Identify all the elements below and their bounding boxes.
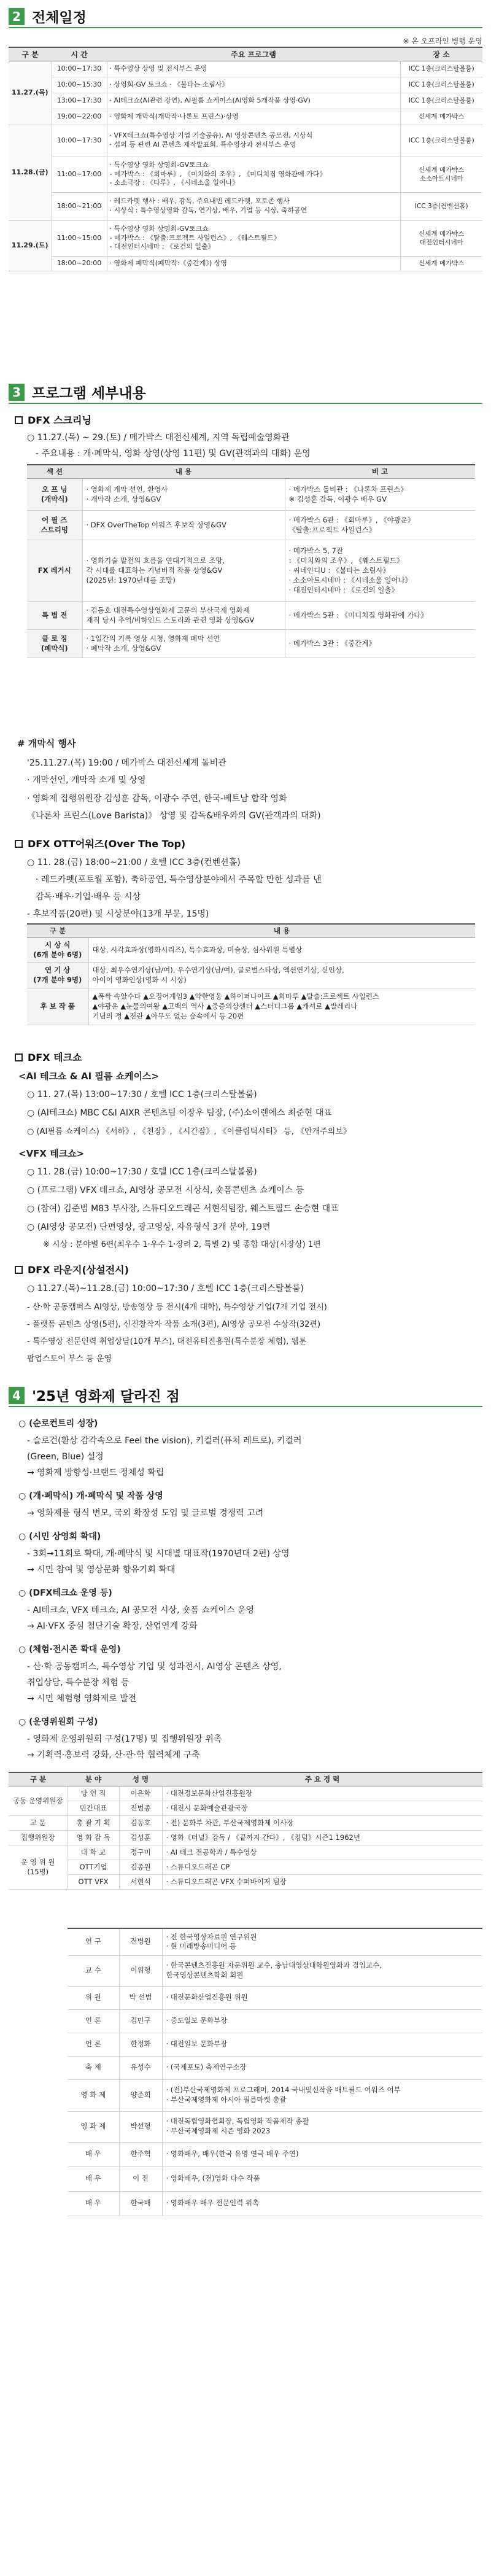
note-cell: · 메가박스 5, 7관 : 《미치와의 조우》, 《웨스트필드》 · 씨네인디U : 《불타는 소림사》 · 소소아트시네마 : 《시네소울 일어나》 · 대전인터시네마 : 《로건의 일출》 [285,540,475,601]
vfx-tech-line: ○ (프로그램) VFX 테크쇼, AI영상 공모전 시상식, 숏폼콘텐츠 쇼케이스 등 [27,1185,304,1195]
content-cell: · DFX OverTheTop 어워즈 후보작 상영&GV [82,510,285,540]
opening-event-detail: · 영화제 집행위원장 김성훈 감독, 이광수 주연, 한국-베트남 합작 영화 [27,794,287,804]
career-cell: · AI 테크 전공학과 / 특수영상 [162,1845,482,1860]
time-cell: 18:00~21:00 [52,192,107,220]
screening-date: ○ 11.27.(목) ~ 29.(토) / 메가박스 대전신세계, 지역 독립예술영화관 [27,433,290,443]
square-bullet-icon [15,1266,23,1274]
field-cell: 총 괄 기 획 [68,1815,119,1830]
place-cell: 신세계 메가박스 소소아트시네마 [400,157,482,192]
group-cell: 고 문 [9,1815,68,1830]
dfx-screening-heading: DFX 스크리닝 [15,413,91,427]
dfx-tech-heading: DFX 테크쇼 [15,1050,82,1064]
field-cell: OTT기업 [68,1860,119,1874]
place-cell: 신세계 메가박스 대전인터시네마 [400,220,482,256]
vfx-tech-note: ※ 시상 : 분야별 6편(최우수 1·우수 1·장려 2, 특별 2) 및 종합 대상(시장상) 1편 [43,1240,321,1249]
career-cell: · 스튜디오드래곤 VFX 수퍼바이저 팀장 [162,1874,482,1889]
group-cell: 집행위원장 [9,1830,68,1845]
col-header: 시 간 [52,47,107,61]
opening-event-heading: # 개막식 행사 [17,738,76,749]
change-detail: → AI·VFX 중심 첨단기술 확장, 산업연계 강화 [27,1621,198,1631]
career-cell: · 영화배우, 배우(한국 유명 연극 배우 주연) [162,2142,482,2167]
screening-main: - 주요내용 : 개·폐막식, 영화 상영(상영 11편) 및 GV(관객과의 대화) 운영 [36,449,311,459]
lounge-line: ○ 11.27.(목)~11.28.(금) 10:00~17:30 / 호텔 ICC 1층(크리스탈볼룸) [27,1284,304,1294]
name-cell: 한주혁 [119,2142,162,2167]
career-cell: · 대전일보 문화부장 [162,2033,482,2056]
section-divider [9,1406,482,1407]
field-cell: 배 우 [68,2167,119,2191]
program-cell: · 레드카펫 행사 : 배우, 감독, 주요내빈 레드카펫, 포토존 행사 · 시상식 : 특수영상영화 감독, 연기상, 배우, 기업 등 시상, 축하공연 [107,192,400,220]
col-header: 내 용 [88,924,475,937]
program-cell: · 영화제 폐막식(폐막작:《중간계》) 상영 [107,256,400,271]
career-cell: · 대전시 문화예술관광국장 [162,1801,482,1815]
section-cell: 클 로 징 (폐막식) [27,629,82,658]
section-cell: 오 프 닝 (개막식) [27,478,82,510]
section-number: 3 [9,384,25,401]
ai-tech-title: <AI 테크쇼 & AI 필름 쇼케이스> [18,1071,160,1082]
field-cell: 축 제 [68,2056,119,2079]
label-cell: 연 기 상 (7개 분야 9명) [27,962,88,988]
change-detail: - AI테크쇼, VFX 테크쇼, AI 공모전 시상, 숏폼 쇼케이스 운영 [27,1605,255,1615]
opening-event-detail: 《나론차 프린스(Love Barista)》 상영 및 감독&배우와의 GV(관객과의 대화) [27,811,321,821]
col-header: 구 분 [27,924,88,937]
career-cell: · 전) 문화부 차관, 부산국제영화제 이사장 [162,1815,482,1830]
content-cell: · 영화제 개막 선언, 환영사 · 개막작 소개, 상영&GV [82,478,285,510]
field-cell: OTT VFX [68,1874,119,1889]
section-2-header [9,6,482,26]
schedule-note: ※ 온 오프라인 병행 운영 [403,37,482,45]
career-cell: · 스튜디오드래곤 CP [162,1860,482,1874]
place-cell: ICC 1층(크리스탈볼룸) [400,61,482,77]
section-title: 프로그램 세부내용 [32,386,146,402]
col-header: 구 분 [9,47,52,61]
content-cell: · 영화기술 발전의 흐름을 연대기적으로 조망, 각 시대를 대표하는 기념비적 작품 상영&GV (2025년: 1970년대를 조망) [82,540,285,601]
dfx-lounge-heading: DFX 라운지(상설전시) [15,1262,129,1276]
vfx-tech-line: ○ 11. 28.(금) 10:00~17:30 / 호텔 ICC 1층(크리스탈볼룸) [27,1167,257,1177]
place-cell: ICC 1층(크리스탈볼룸) [400,93,482,109]
field-cell: 영 화 제 [68,2111,119,2142]
field-cell: 언 론 [68,2033,119,2056]
ott-detail: 감독·배우·기업·배우 등 시상 [36,892,141,902]
change-detail: - 영화제 운영위원회 구성(17명) 및 집행위원장 위촉 [27,1734,222,1744]
field-cell: 당 연 직 [68,1786,119,1801]
career-cell: · (국제포토) 축제연구소장 [162,2056,482,2079]
screening-table [27,464,475,658]
career-cell: · 영화《터널》감독 / 《끝까지 간다》, 《킹덤》시즌1 1962년 [162,1830,482,1845]
name-cell: 전병원 [119,1928,162,1955]
change-heading: ○ (체험·전시존 확대 운영) [18,1645,121,1655]
vfx-tech-line: ○ (참여) 김준범 M83 부사장, 스튜디오드래곤 서현석팀장, 웨스트필드 손승현 대표 [27,1204,339,1214]
field-cell: 대 학 교 [68,1845,119,1860]
name-cell: 한정화 [119,2033,162,2056]
schedule-table [9,47,482,271]
career-cell: · (전)부산국제영화제 프로그래머, 2014 국내및신작을 배트필드 어워즈 여부 · 부산국제영화제 아시아 필름마켓 총괄 [162,2079,482,2111]
col-header: 섹 션 [27,465,82,478]
ott-detail: · 레드카펫(포토월 포함), 축하공연, 특수영상분야에서 주목할 만한 성과를 낸 [36,875,322,885]
time-cell: 10:00~17:30 [52,125,107,157]
change-heading: ○ (순로컨트리 성장) [18,1419,98,1429]
change-detail: → 시민 체험형 영화제로 발전 [27,1694,137,1704]
time-cell: 10:00~17:30 [52,61,107,77]
change-detail: - 3회→11회로 확대, 개·폐막식 및 시대별 대표작(1970년대 2편) 상영 [27,1549,290,1559]
section-cell: 어 필 즈 스트리밍 [27,510,82,540]
place-cell: ICC 3층(컨벤션홀) [400,192,482,220]
name-cell: 유성수 [119,2056,162,2079]
program-cell: · VFX테크쇼(특수영상 기업 기술공유), AI 영상콘텐츠 공모전, 시상식 · 섭외 등 관련 AI 콘텐츠 제작발표회, 특수영상과 전시부스 운영 [107,125,400,157]
group-cell: 운 영 위 원 (15명) [9,1845,68,1889]
program-cell: · 특수영상 영화 상영회-GV토크쇼 - 메가박스 : 《회마루》, 《미치와의 조우》, 《미디치집 영화관에 가다》 - 소소극장 : 《타루》, 《시네소울 일어나》 [107,157,400,192]
change-detail: → 영화제를 형식 변모, 국외 확장성 도입 및 글로벌 경쟁력 고려 [27,1508,264,1518]
lounge-line: - 플랫폼 콘텐츠 상영(5편), 신진창작자 작품 소개(3편), AI영상 공모전 수상작(32편) [27,1320,321,1329]
section-number: 4 [9,1387,25,1404]
opening-event-detail: · 개막선언, 개막작 소개 및 상영 [27,775,146,785]
name-cell: 이 진 [119,2167,162,2191]
vfx-tech-line: ○ (AI영상 공모전) 단편영상, 광고영상, 자유형식 3개 분야, 19편 [27,1222,271,1232]
square-bullet-icon [15,1053,23,1061]
lounge-line: - 산·학 공동캠퍼스 AI영상, 방송영상 등 전시(4개 대학), 특수영상 기업(7개 기업 전시) [27,1303,327,1312]
day-cell: 11.27.(목) [9,61,52,125]
section-cell: FX 레거시 [27,540,82,601]
content-cell: · 김동호 대전특수영상영화제 고문의 부산국제 영화제 재직 당시 추억/비하인드 스토리와 관련 영화 상영&GV [82,601,285,629]
name-cell: 전범종 [119,1801,162,1815]
section-4-header [9,1385,482,1405]
time-cell: 13:00~17:30 [52,93,107,109]
col-header: 비 고 [285,465,475,478]
square-bullet-icon [15,840,23,848]
col-header: 구 분 [9,1772,68,1786]
section-title: '25년 영화제 달라진 점 [32,1389,180,1405]
section-divider [9,27,482,28]
field-cell: 배 우 [68,2142,119,2167]
note-cell: · 메가박스 돌비관 : 《나론차 프린스》 ※ 김성훈 감독, 이광수 배우 GV [285,478,475,510]
col-header: 분 야 [68,1772,119,1786]
change-detail: (Green, Blue) 설정 [27,1452,104,1462]
note-cell: · 메가박스 3관 : 《중간계》 [285,629,475,658]
place-cell: 신세계 메가박스 [400,256,482,271]
name-cell: 이위형 [119,1955,162,1986]
name-cell: 김종원 [119,1860,162,1874]
lounge-line: 팝업스토어 부스 등 운영 [27,1354,112,1364]
name-cell: 김민구 [119,2009,162,2033]
content-cell: 대상, 시각효과상(영화시리즈), 특수효과상, 미술상, 심사위원 특별상 [88,937,475,962]
ott-date: ○ 11. 28.(금) 18:00~21:00 / 호텔 ICC 3층(컨벤션홀) [27,858,241,867]
program-cell: · 상영회-GV 토크쇼 · 《불타는 소림사》 [107,77,400,93]
change-heading: ○ (시민 상영회 확대) [18,1532,101,1542]
committee-table-continued [68,1928,482,2216]
place-cell: 신세계 메가박스 [400,109,482,125]
change-detail: - 슬로건(환상 감각속으로 Feel the vision), 키컬러(퓨처 레트로), 키컬러 [27,1436,302,1446]
name-cell: 한국배 [119,2191,162,2216]
section-number: 2 [9,8,25,25]
place-cell: ICC 1층(크리스탈볼룸) [400,77,482,93]
change-detail: 취업상담, 특수분장 체험 등 [27,1678,130,1688]
career-cell: · 중도일보 문화부장 [162,2009,482,2033]
name-cell: 서현석 [119,1874,162,1889]
time-cell: 11:00~15:00 [52,220,107,256]
change-heading: ○ (DFX테크쇼 운영 등) [18,1588,112,1598]
day-cell: 11.28.(금) [9,125,52,220]
day-cell: 11.29.(토) [9,220,52,271]
program-cell: · 특수영상 영화 상영회-GV토크쇼 - 메가박스 : 《탈출:프로젝트 사일런스》, 《웨스트필드》 - 대전인터시네마 : 《로건의 일출》 [107,220,400,256]
field-cell: 언 론 [68,2009,119,2033]
ott-nominees: - 후보작품(20편) 및 시상분야(13개 부문, 15명) [27,909,209,919]
program-cell: · 특수영상 상영 및 전시부스 운영 [107,61,400,77]
change-heading: ○ (운영위원회 구성) [18,1717,98,1727]
ai-tech-line: ○ (AI필름 쇼케이스) 《서하》, 《천장》, 《시간잠》, 《이클립틱시티》 등, 《안개주의보》 [27,1127,351,1136]
change-detail: - 산·학 공동캠퍼스, 특수영상 기업 및 성과전시, AI영상 콘텐츠 상영, [27,1662,282,1672]
col-header: 주요 프로그램 [107,47,400,61]
content-cell: 대상, 최우수연기상(남/여), 우수연기상(남/여), 글로벌스타상, 액션연기상, 신인상, 아이어 영화인상(영화 시 시상) [88,962,475,988]
career-cell: · 대전정보문화산업진흥원장 [162,1786,482,1801]
change-detail: → 시민 참여 및 영상문화 향유기회 확대 [27,1565,176,1575]
name-cell: 김성훈 [119,1830,162,1845]
program-cell: · AI테크쇼(AI관련 강연), AI필름 쇼케이스(AI영화 5개작품 상영·GV) [107,93,400,109]
lounge-line: - 특수영상 전문인력 취업상담(10개 부스), 대전유티진흥원(특수분장 체험), 웹툰 [27,1337,307,1346]
career-cell: · 한국콘텐츠진흥원 자문위원 교수, 충남대영상대학원영화과 겸임교수, 한국영상콘텐츠학회 회원 [162,1955,482,1986]
program-cell: · 영화제 개막식(개막작·나론토 프린스)·상영 [107,109,400,125]
career-cell: · 영화배우, (전)영화 다수 작품 [162,2167,482,2191]
time-cell: 11:00~17:00 [52,157,107,192]
career-cell: · 대전문화산업진흥원 위원 [162,1986,482,2009]
content-cell: ▲폭싹 속았수다 ▲오징어게임3 ▲약한영웅 ▲하이퍼나이프 ▲회마루 ▲탈출:프로젝트 사일런스 ▲야광운 ▲눈물의여왕 ▲고백의 역사 ▲중증외상센터 ▲스터디그룹 ▲캐셔로 ▲발레리나 기념의 정 ▲전란 ▲아무도 없는 숲속에서 등 20편 [88,988,475,1025]
section-title: 전체일정 [32,10,87,26]
field-cell: 연 구 [68,1928,119,1955]
section-divider [9,403,482,404]
col-header: 주 요 경 력 [162,1772,482,1786]
name-cell: 김동호 [119,1815,162,1830]
career-cell: · 영화배우 배우 전문인력 위촉 [162,2191,482,2216]
name-cell: 정구미 [119,1845,162,1860]
group-cell: 공동 운영위원장 [9,1786,68,1815]
change-detail: → 영화제 방향성·브랜드 정체성 확립 [27,1468,164,1478]
field-cell: 영 화 감 독 [68,1830,119,1845]
committee-table [9,1772,482,1890]
field-cell: 위 원 [68,1986,119,2009]
ott-table [27,923,475,1025]
time-cell: 10:00~15:30 [52,77,107,93]
name-cell: 박 선범 [119,1986,162,2009]
ai-tech-line: ○ (AI테크쇼) MBC C&I AIXR 콘텐츠팀 이장우 팀장, (주)소이렌에스 최준현 대표 [27,1108,332,1118]
change-detail: → 기획력·홍보력 강화, 산·관·학 협력체계 구축 [27,1750,200,1760]
career-cell: · 전 한국영상자료원 연구위원 · 현 미래방송미디어 등 [162,1928,482,1955]
section-3-header [9,382,482,402]
note-cell: · 메가박스 5관 : 《미디치집 영화관에 가다》 [285,601,475,629]
col-header: 성 명 [119,1772,162,1786]
ai-tech-line: ○ 11. 27.(목) 13:00~17:30 / 호텔 ICC 1층(크리스탈볼룸) [27,1090,257,1100]
field-cell: 교 수 [68,1955,119,1986]
name-cell: 박선형 [119,2111,162,2142]
note-cell: · 메가박스 6관 : 《회마루》, 《야광운》 《탈출:프로젝트 사일런스》 [285,510,475,540]
dfx-ott-heading: DFX OTT어워즈(Over The Top) [15,836,185,850]
field-cell: 민간대표 [68,1801,119,1815]
col-header: 내 용 [82,465,285,478]
career-cell: · 대전독립영화협회장, 독립영화 작품제작 총괄 · 부산국제영화제 시즌 영화 2023 [162,2111,482,2142]
field-cell: 영 화 제 [68,2079,119,2111]
vfx-tech-title: <VFX 테크쇼> [18,1148,85,1159]
time-cell: 19:00~22:00 [52,109,107,125]
name-cell: 이은학 [119,1786,162,1801]
opening-event-date: '25.11.27.(목) 19:00 / 메가박스 대전신세계 돌비관 [27,758,226,768]
field-cell: 배 우 [68,2191,119,2216]
label-cell: 후 보 작 품 [27,988,88,1025]
col-header: 장 소 [400,47,482,61]
change-heading: ○ (개·폐막식) 개·폐막식 및 작품 상영 [18,1491,163,1501]
section-cell: 특 별 전 [27,601,82,629]
time-cell: 18:00~20:00 [52,256,107,271]
content-cell: · 1일간의 기록 영상 시청, 영화제 폐막 선언 · 폐막작 소개, 상영&GV [82,629,285,658]
square-bullet-icon [15,416,23,424]
label-cell: 시 상 식 (6개 분야 6명) [27,937,88,962]
place-cell: ICC 1층(크리스탈볼룸) [400,125,482,157]
name-cell: 양준희 [119,2079,162,2111]
